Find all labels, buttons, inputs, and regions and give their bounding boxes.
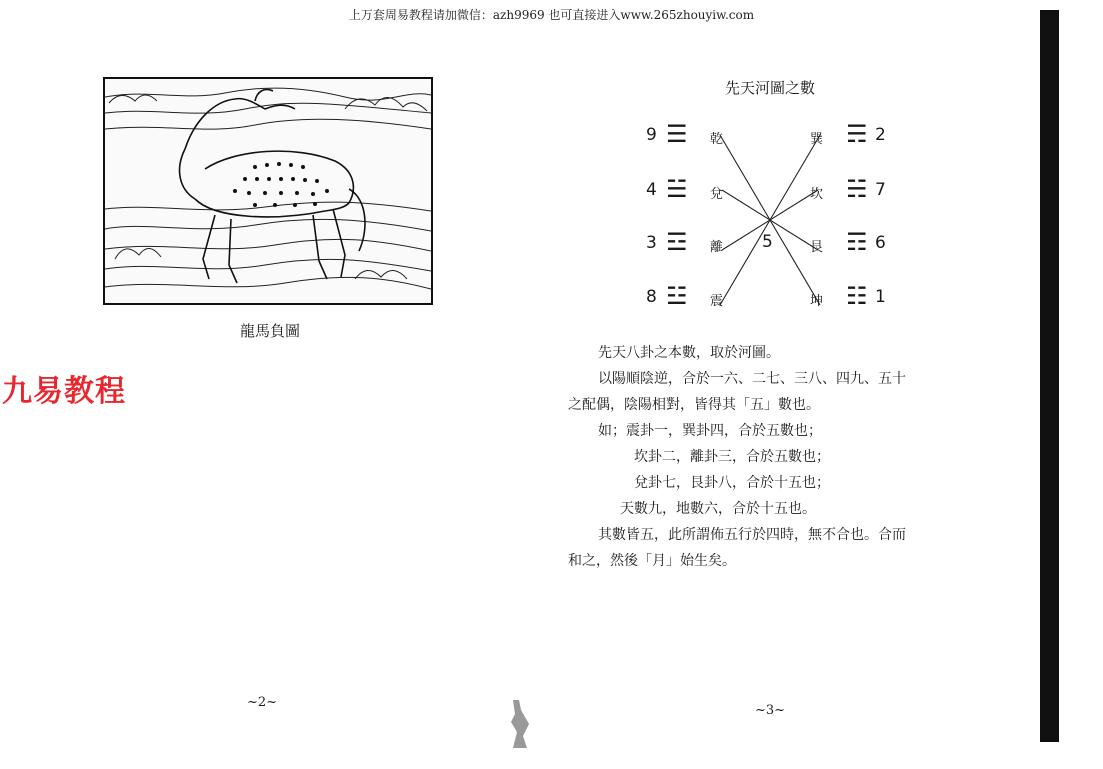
body-paragraph: 如；震卦一，巽卦四，合於五數也； xyxy=(598,423,822,439)
body-paragraph: 天數九，地數六，合於十五也。 xyxy=(620,501,816,517)
number-li: 3 xyxy=(646,233,657,253)
page-number-right: ~3~ xyxy=(755,703,786,718)
trigram-qian-icon: ☰ xyxy=(666,120,688,148)
diagram-lines xyxy=(700,120,840,315)
body-paragraph: 坎卦二，離卦三，合於五數也； xyxy=(634,449,830,465)
number-gen: 6 xyxy=(875,233,886,253)
page-number-left: ~2~ xyxy=(247,695,278,710)
trigram-kan-icon: ☵ xyxy=(846,175,868,203)
number-kan: 7 xyxy=(875,180,886,200)
trigram-name-kan: 坎 xyxy=(810,187,824,202)
trigram-name-xun: 巽 xyxy=(810,132,824,147)
body-paragraph: 以陽順陰逆，合於一六、二七、三八、四九、五十 xyxy=(598,371,906,387)
illustration-caption: 龍馬負圖 xyxy=(239,322,300,340)
scan-edge-bar xyxy=(1040,10,1059,742)
trigram-dui-icon: ☱ xyxy=(666,175,688,203)
body-paragraph: 和之，然後「月」始生矣。 xyxy=(568,553,736,569)
body-paragraph: 先天八卦之本數，取於河圖。 xyxy=(598,345,780,361)
longma-illustration xyxy=(103,77,433,305)
trigram-gen-icon: ☶ xyxy=(846,228,868,256)
trigram-zhen-icon: ☳ xyxy=(666,282,688,310)
longma-horse-image xyxy=(105,79,431,303)
trigram-name-gen: 艮 xyxy=(810,240,824,255)
trigram-xun-icon: ☴ xyxy=(846,120,868,148)
trigram-kun-icon: ☷ xyxy=(846,282,868,310)
trigram-li-icon: ☲ xyxy=(666,228,688,256)
gutter-shadow xyxy=(509,700,531,748)
trigram-name-dui: 兌 xyxy=(710,187,724,202)
body-paragraph: 之配偶，陰陽相對，皆得其「五」數也。 xyxy=(568,397,820,413)
trigram-name-kun: 坤 xyxy=(810,294,824,309)
watermark-logo: 九易教程 xyxy=(2,374,126,409)
trigram-name-qian: 乾 xyxy=(710,132,724,147)
number-qian: 9 xyxy=(646,125,657,145)
trigram-name-li: 離 xyxy=(710,240,724,255)
trigram-name-zhen: 震 xyxy=(710,294,724,309)
header-note: 上万套周易教程请加微信：azh9969 也可直接进入www.265zhouyiw.com xyxy=(348,8,755,22)
number-zhen: 8 xyxy=(646,287,657,307)
center-number: 5 xyxy=(762,232,773,252)
number-dui: 4 xyxy=(646,180,657,200)
diagram-title: 先天河圖之數 xyxy=(724,79,815,97)
body-paragraph: 兌卦七，艮卦八，合於十五也； xyxy=(634,475,830,491)
number-kun: 1 xyxy=(875,287,886,307)
body-paragraph: 其數皆五，此所謂佈五行於四時，無不合也。合而 xyxy=(598,527,906,543)
number-xun: 2 xyxy=(875,125,886,145)
